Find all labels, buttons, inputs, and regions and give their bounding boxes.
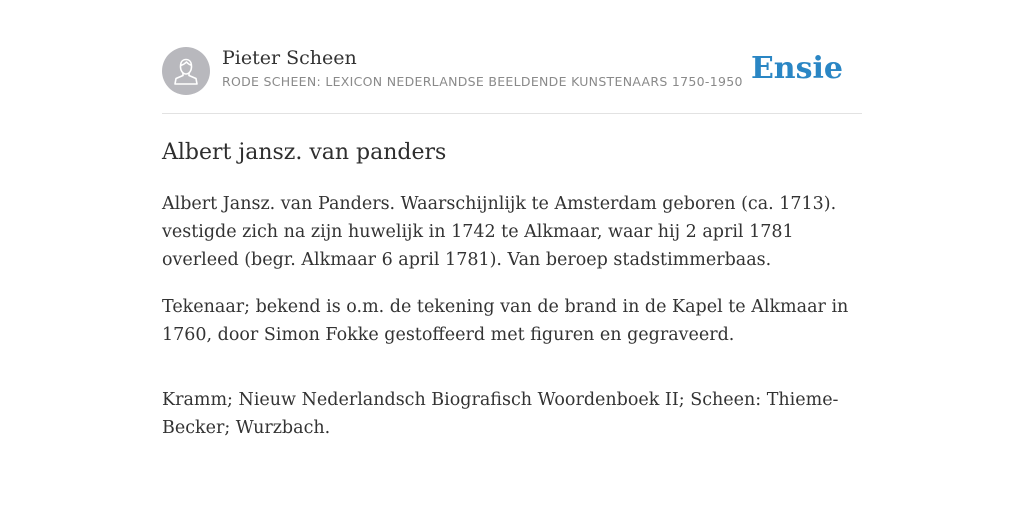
user-avatar-icon [162, 47, 210, 95]
entry-references: Kramm; Nieuw Nederlandsch Biografisch Woordenboek II; Scheen: Thieme-Becker; Wurzbach. [162, 390, 839, 438]
header-divider [162, 113, 862, 114]
entry-header [162, 46, 862, 96]
entry-body [162, 190, 862, 461]
author-name[interactable]: Pieter Scheen [222, 47, 357, 69]
source-name[interactable]: RODE SCHEEN: LEXICON NEDERLANDSE BEELDENDE KUNSTENAARS 1750-1950 [222, 74, 743, 89]
brand-logo[interactable]: Ensie [750, 51, 843, 86]
entry-paragraph: Albert Jansz. van Panders. Waarschijnlijk te Amsterdam geboren (ca. 1713). vestigde zich na zijn huwelijk in 1742 te Alkmaar, waar hij 2 april 1781 overleed (begr. Alkmaar 6 april 1781). Van beroep stadstimmerbaas. [162, 194, 837, 270]
entry-title: Albert jansz. van panders [162, 140, 447, 165]
entry-paragraph: Tekenaar; bekend is o.m. de tekening van de brand in de Kapel te Alkmaar in 1760, door Simon Fokke gestoffeerd met figuren en gegraveerd. [162, 297, 849, 345]
